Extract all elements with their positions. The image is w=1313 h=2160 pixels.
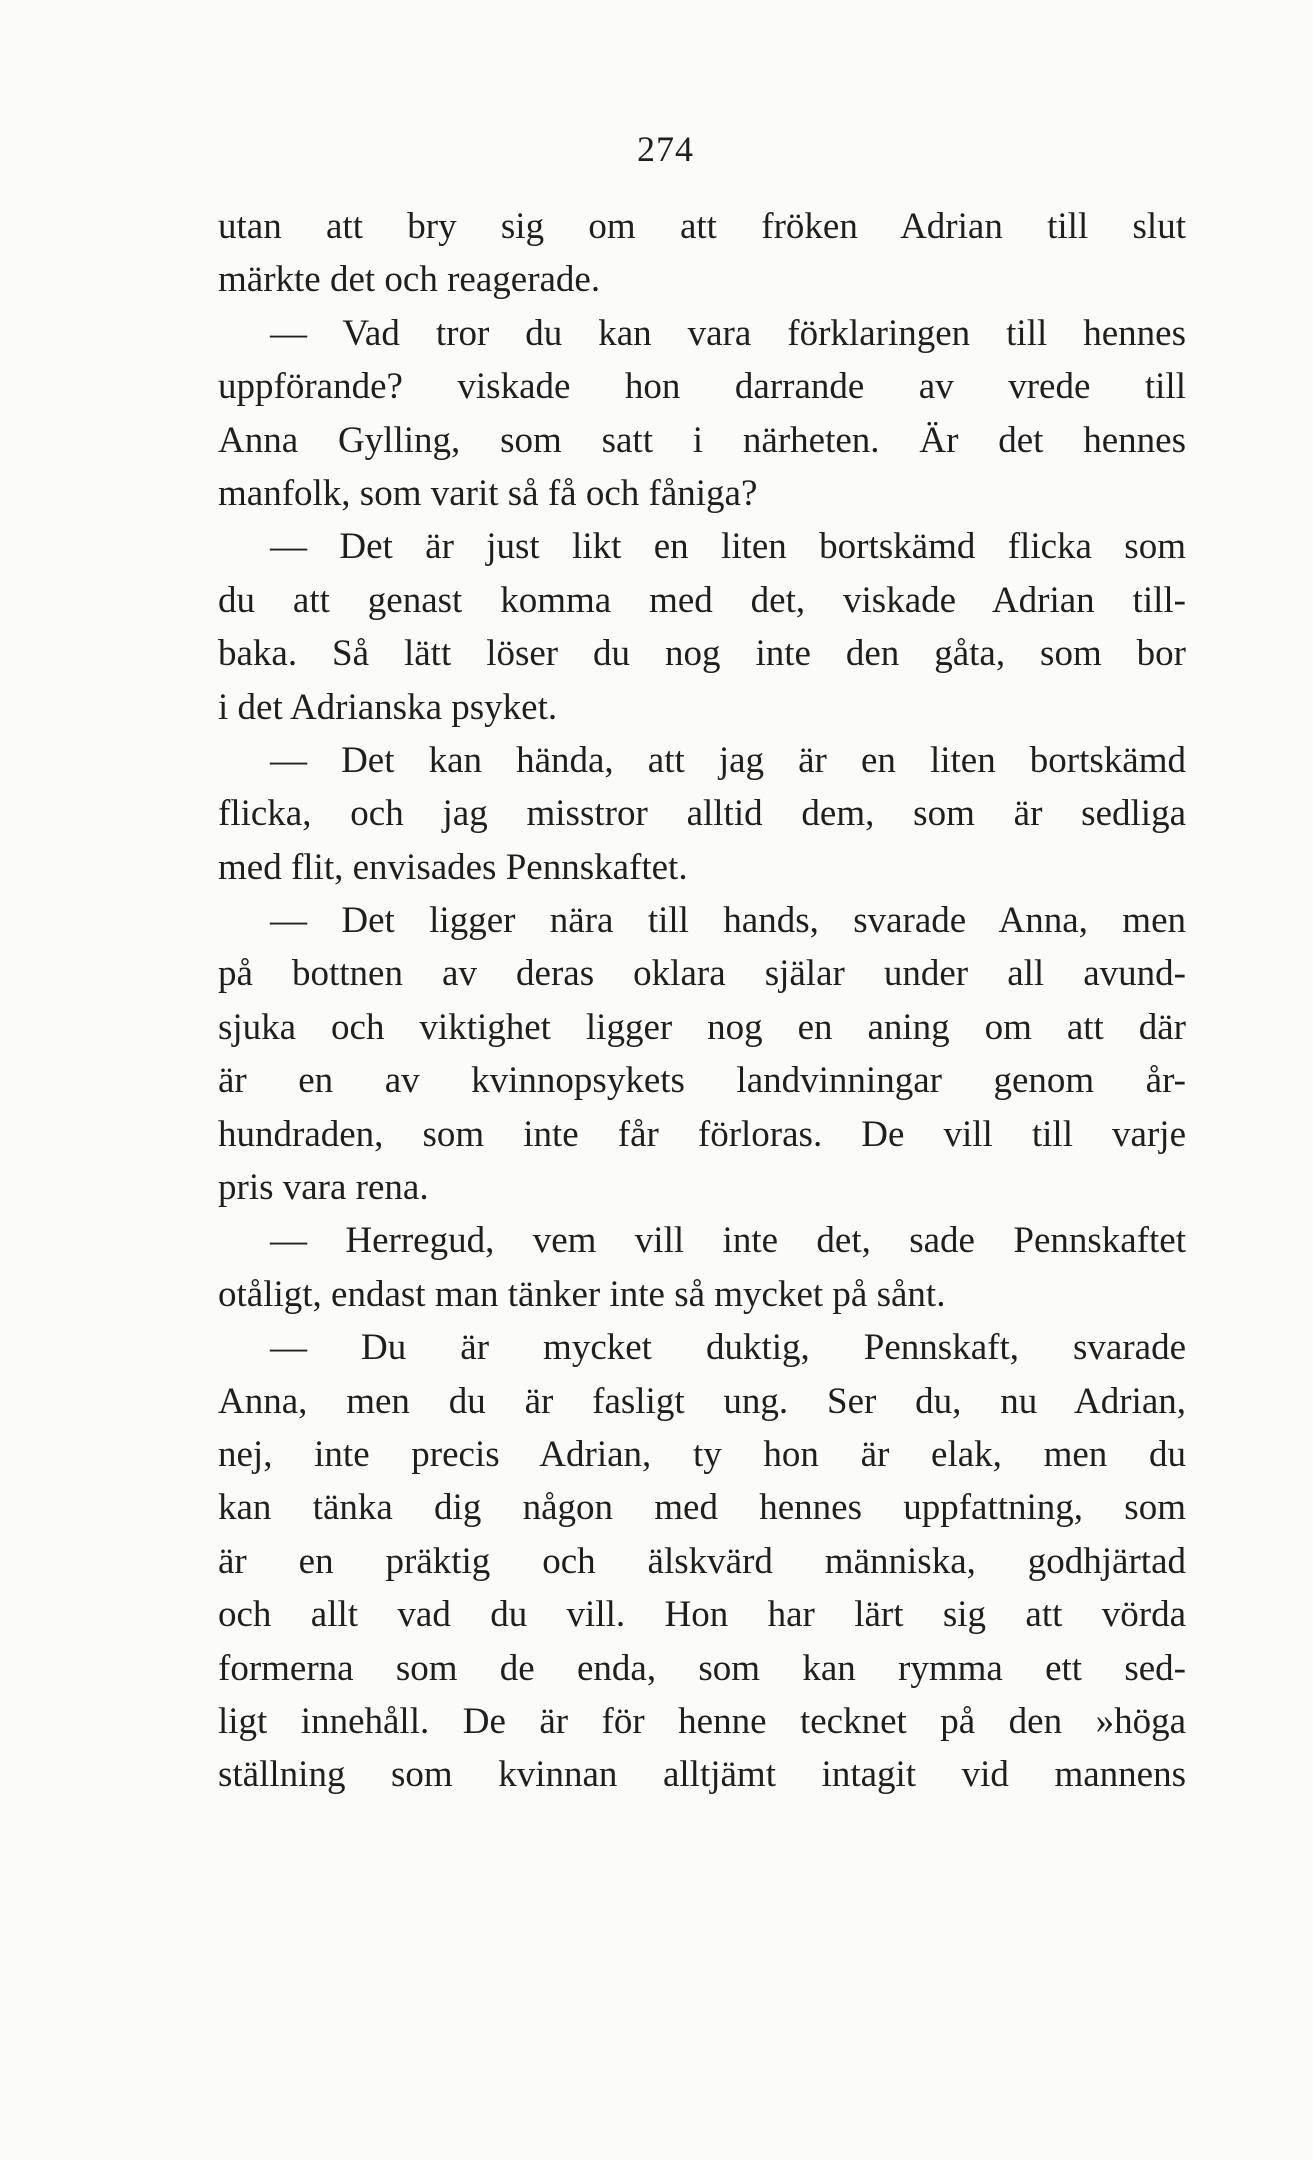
text-line: i det Adrianska psyket. [218, 686, 558, 728]
text-line: Anna Gylling, som satt i närheten. Är det hennes [218, 419, 1186, 461]
text-line: kan tänka dig någon med hennes uppfattning, som [218, 1487, 1186, 1529]
text-line: sjuka och viktighet ligger nog en aning om att där [218, 1006, 1186, 1048]
text-line: — Du är mycket duktig, Pennskaft, svarade [270, 1327, 1186, 1369]
text-line: manfolk, som varit så få och fåniga? [218, 472, 758, 514]
text-line: flicka, och jag misstror alltid dem, som är sedliga [218, 793, 1186, 835]
body-text [218, 200, 1186, 1802]
text-line: — Det ligger nära till hands, svarade Anna, men [270, 900, 1186, 942]
text-line: på bottnen av deras oklara själar under all avund- [218, 953, 1186, 995]
text-line: ställning som kvinnan alltjämt intagit vid mannens [218, 1754, 1186, 1796]
text-line: hundraden, som inte får förloras. De vill till varje [218, 1113, 1186, 1155]
text-line: nej, inte precis Adrian, ty hon är elak, men du [218, 1433, 1186, 1475]
text-line: otåligt, endast man tänker inte så mycket på sånt. [218, 1273, 946, 1315]
text-line: du att genast komma med det, viskade Adrian till- [218, 579, 1186, 621]
text-line: Anna, men du är fasligt ung. Ser du, nu Adrian, [218, 1380, 1186, 1422]
text-line: — Det kan hända, att jag är en liten bortskämd [270, 739, 1186, 781]
text-line: och allt vad du vill. Hon har lärt sig att vörda [218, 1594, 1186, 1636]
text-line: ligt innehåll. De är för henne tecknet på den »höga [218, 1700, 1186, 1742]
text-line: — Herregud, vem vill inte det, sade Pennskaftet [270, 1220, 1186, 1262]
text-line: utan att bry sig om att fröken Adrian till slut [218, 206, 1186, 247]
text-line: — Det är just likt en liten bortskämd flicka som [270, 526, 1186, 568]
text-line: märkte det och reagerade. [218, 259, 601, 301]
text-line: baka. Så lätt löser du nog inte den gåta, som bor [218, 633, 1186, 675]
text-line: formerna som de enda, som kan rymma ett sed- [218, 1647, 1186, 1689]
text-line: är en präktig och älskvärd människa, godhjärtad [218, 1540, 1186, 1582]
text-line: med flit, envisades Pennskaftet. [218, 846, 688, 888]
page-number: 274 [637, 129, 694, 169]
text-line: pris vara rena. [218, 1167, 429, 1209]
text-line: uppförande? viskade hon darrande av vrede till [218, 366, 1186, 408]
text-line: är en av kvinnopsykets landvinningar genom år- [218, 1060, 1186, 1102]
text-line: — Vad tror du kan vara förklaringen till hennes [270, 312, 1186, 354]
